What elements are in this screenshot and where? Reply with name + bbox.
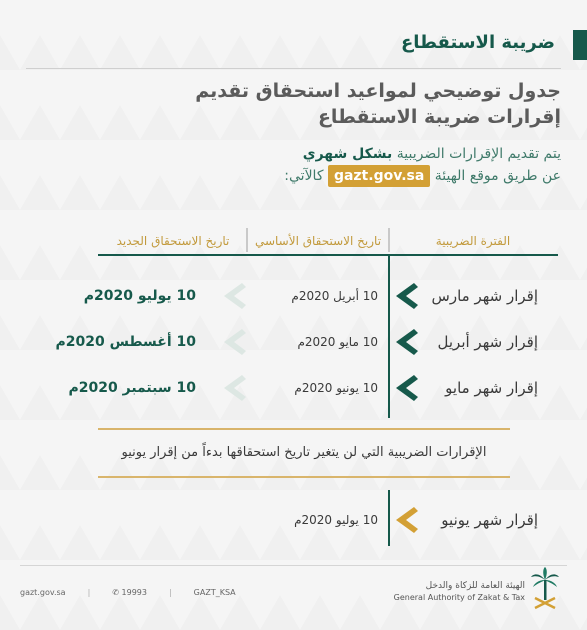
row-original-date: 10 يونيو 2020م [294,381,378,395]
footer-website[interactable]: gazt.gov.sa [20,588,66,597]
chevron-left-icon [222,322,246,362]
chevron-left-icon [394,500,418,540]
intro-note-text-2: عن طريق موقع الهيئة [430,168,561,184]
subtitle-line-1: جدول توضيحي لمواعيد استحقاق تقديم [195,80,561,102]
row-period: إقرار شهر مايو [445,379,538,397]
phone-icon: ✆ [112,588,119,597]
authority-logo-text [394,580,525,604]
footer [20,588,258,597]
intro-note [81,143,561,187]
footer-separator: | [168,588,172,597]
header-tax-period: الفترة الضريبية [435,234,511,248]
footer-separator: | [87,588,91,597]
chevron-left-icon [222,276,246,316]
row-new-date: 10 أغسطس 2020م [55,334,196,350]
intro-note-suffix: كالآتي: [284,168,328,184]
page-title: ضريبة الاستقطاع [400,32,555,53]
chevron-left-icon [222,368,246,408]
header-divider-2 [246,228,248,252]
june-row [98,500,558,540]
footer-social-handle[interactable]: GAZT_KSA [193,588,236,597]
unchanged-note: الإقرارات الضريبية التي لن يتغير تاريخ استحقاقها بدءاً من إقرار يونيو [121,445,487,460]
table-header [98,228,558,256]
row-period: إقرار شهر أبريل [437,333,538,351]
palm-logo-icon [529,566,561,616]
row-original-date: 10 أبريل 2020م [291,289,378,303]
row-new-date: 10 سبتمبر 2020م [68,380,196,396]
chevron-left-icon [394,322,418,362]
header-new-due-date: تاريخ الاستحقاق الجديد [116,234,230,248]
header-accent-bar [573,30,587,60]
row-period: إقرار شهر مارس [431,287,538,305]
table-row [68,368,558,408]
footer-divider [20,565,567,566]
table-row [55,322,558,362]
row-original-date: 10 مايو 2020م [297,335,378,349]
table-row [83,276,558,316]
note-top-rule [98,428,510,430]
chevron-left-icon [394,368,418,408]
intro-note-line-2 [81,165,561,187]
authority-name-en: General Authority of Zakat & Tax [393,593,525,602]
website-chip[interactable]: gazt.gov.sa [328,165,430,187]
header-divider [26,68,561,69]
intro-note-line-1 [81,143,561,165]
subtitle-line-2: إقرارات ضريبة الاستقطاع [317,106,561,128]
intro-note-text: يتم تقديم الإقرارات الضريبية [392,146,561,162]
footer-phone-number: 19993 [121,588,147,597]
note-bottom-rule [98,476,510,478]
june-original-date: 10 يوليو 2020م [294,513,378,527]
row-new-date: 10 يوليو 2020م [83,288,196,304]
footer-phone [112,588,147,597]
june-period: إقرار شهر يونيو [441,511,538,529]
header-original-due-date: تاريخ الاستحقاق الأساسي [254,234,382,248]
intro-note-emphasis: بشكل شهري [302,146,393,162]
authority-name-ar: الهيئة العامة للزكاة والدخل [425,581,525,591]
header-divider-1 [388,228,390,252]
subtitle [141,78,561,130]
table-header-underline [98,254,558,256]
chevron-left-icon [394,276,418,316]
